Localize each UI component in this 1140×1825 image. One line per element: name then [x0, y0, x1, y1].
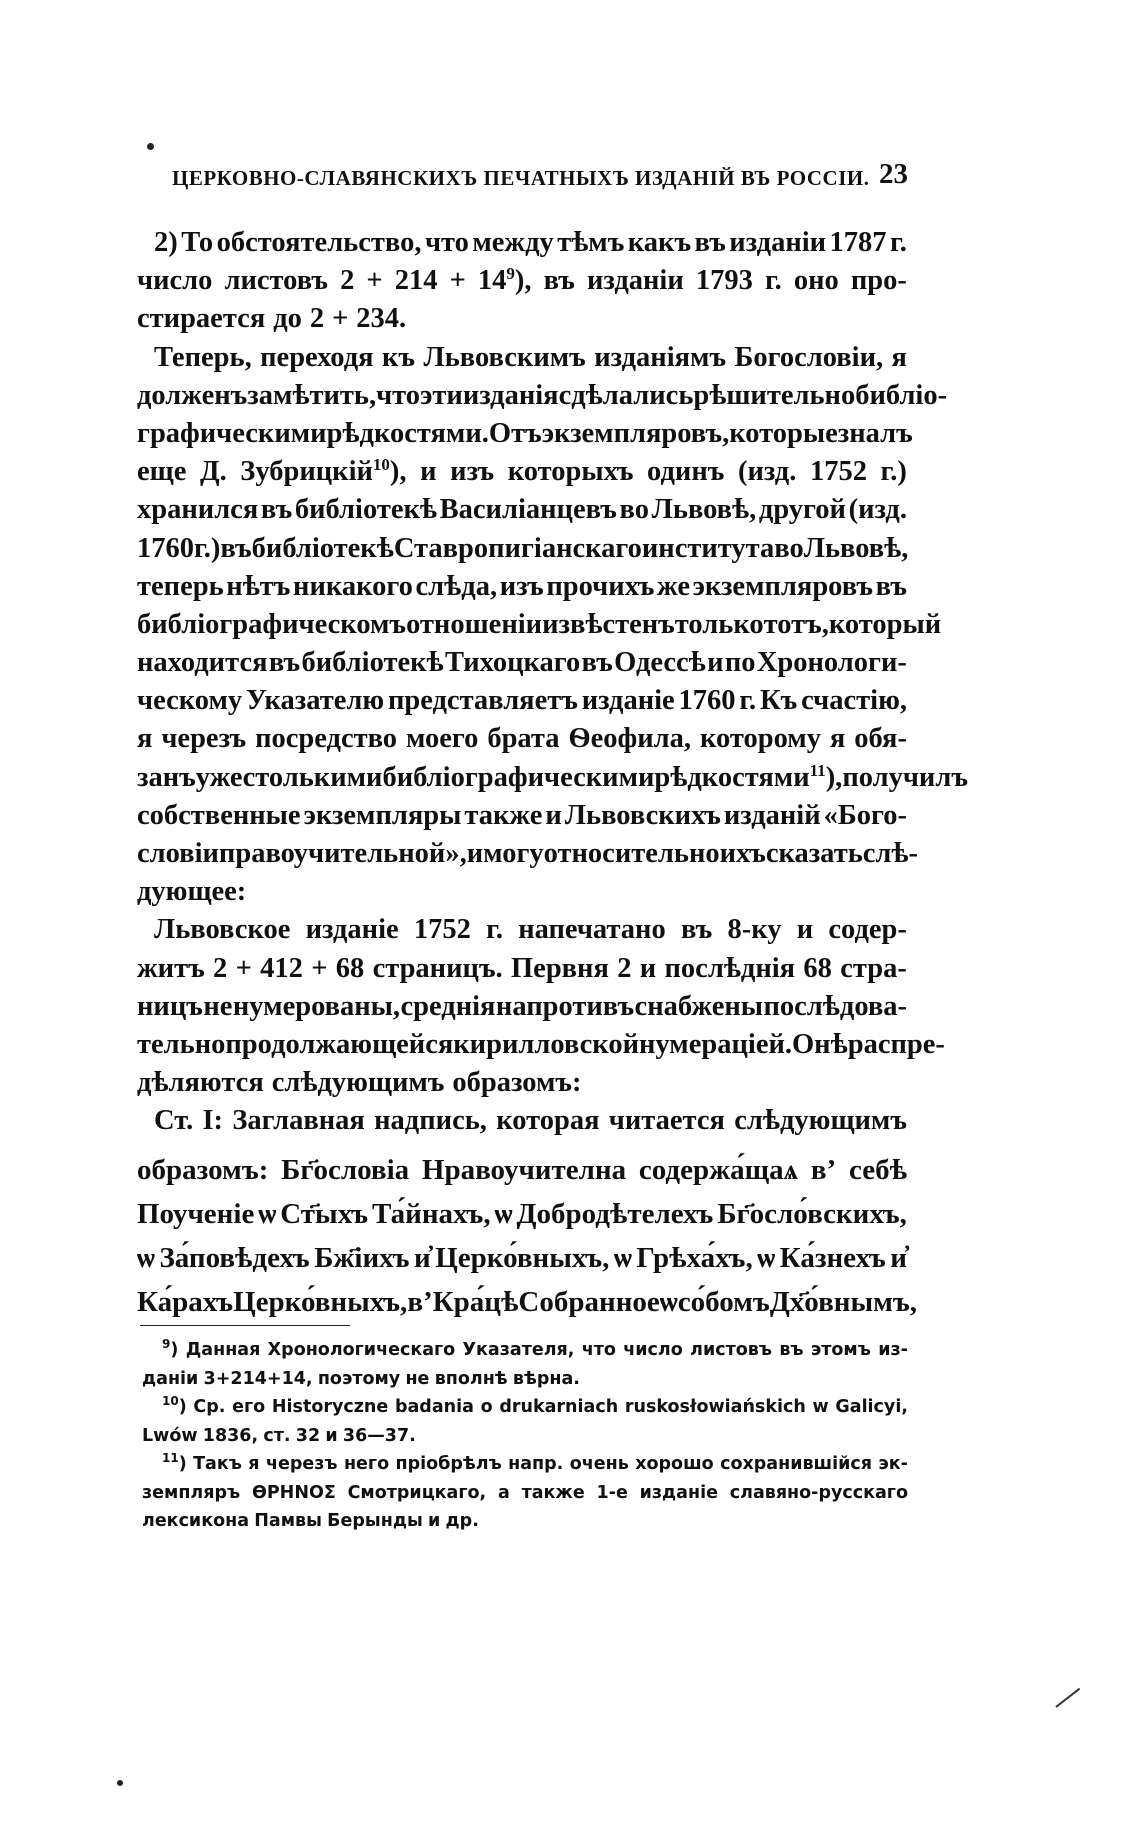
text-line: хранился въ библіотекѣ Василіанцевъ во Львовѣ, другой (изд.: [137, 494, 907, 526]
footnote-mark: 10: [162, 1394, 179, 1408]
running-title: ЦЕРКОВНО-СЛАВЯНСКИХЪ ПЕЧАТНЫХЪ ИЗДАНІЙ ВЪ РОССІИ.: [172, 166, 870, 190]
text-line: ческому Указателю представляетъ изданіе 1760 г. Къ счастію,: [137, 685, 907, 717]
text-line: Львовское изданіе 1752 г. напечатано въ 8-ку и содер-: [154, 914, 907, 946]
scan-speck: [117, 1780, 123, 1786]
text-line: ницъ не нумерованы, среднія напротивъ снабжены послѣдова-: [137, 990, 907, 1022]
text-line: собственные экземпляры также и Львовскихъ изданій «Бого-: [137, 799, 907, 831]
text-line: находится въ библіотекѣ Тихоцкаго въ Одессѣ и по Хронологи-: [137, 647, 907, 679]
scan-mark: [1055, 1688, 1080, 1708]
text-line: стирается до 2 + 234.: [137, 303, 407, 335]
footnote-line: $^{10}$) Ср. его Historyczne badania o drukarniach ruskosłowiańskich w Galicyi,: [162, 1394, 908, 1417]
text-line: дующее:: [137, 876, 247, 908]
text-line: графическими рѣдкостями. Отъ экземпляровъ, которые зналъ: [137, 417, 913, 449]
footnote-line: $^{11}$) Такъ я черезъ него пріобрѣлъ напр. очень хорошо сохранившійся эк-: [162, 1451, 908, 1474]
text-line: Ст. I: Заглавная надпись, которая читается слѣдующимъ: [154, 1105, 907, 1137]
footnote-ref: 9: [506, 264, 515, 284]
text-line: библіографическомъ отношеніи извѣстенъ только тотъ, который: [137, 608, 942, 640]
text-line: занъ уже столькими библіографическими рѣдкостями$^{11}$), получилъ: [137, 760, 968, 793]
footnote-line: Lwów 1836, ст. 32 и 36—37.: [142, 1425, 416, 1446]
church-slavonic-title: [137, 1148, 917, 1324]
footnotes: [142, 1336, 908, 1536]
church-text-line: ѡ За́повѣдехъ Бж҃іихъ и҆ Церко́вныхъ, ѡ Грѣха́хъ, ѡ Ка́знехъ и҆: [137, 1242, 907, 1274]
footnote-line: $^9$) Данная Хронологическаго Указателя, что число листовъ въ этомъ из-: [162, 1337, 908, 1360]
text-line: еще Д. Зубрицкій$^{10}$), и изъ которыхъ одинъ (изд. 1752 г.): [137, 455, 907, 488]
church-text-line: Ка́рахъ Церко́вныхъ, вʼ Кра́цѣ Собранное ѡсо́бомъ Дх҃о́внымъ,: [137, 1286, 917, 1318]
footnote-mark: 9: [162, 1337, 171, 1351]
text-line: 2) То обстоятельство, что между тѣмъ какъ въ изданіи 1787 г.: [154, 227, 907, 258]
footnote-rule: [140, 1325, 350, 1326]
church-text-line: Поученіе ѡ Ст҃ыхъ Та́йнахъ, ѡ Добродѣтелехъ Бг҃осло́вскихъ,: [137, 1198, 907, 1230]
footnote-ref: 10: [372, 455, 390, 475]
scan-speck: [147, 143, 154, 150]
text-line: тельно продолжающейся кирилловской нумераціей. Онѣ распре-: [137, 1028, 945, 1060]
footnote-mark: 11: [162, 1451, 179, 1465]
running-head: [168, 158, 908, 198]
text-line: долженъ замѣтить, что эти изданія сдѣлались рѣшительно библіо-: [137, 379, 948, 411]
footnote-line: даніи 3+214+14, поэтому не вполнѣ вѣрна.: [142, 1368, 580, 1389]
page-number: 23: [879, 158, 908, 190]
text-line: словіи правоучительной», и могу относительно ихъ сказать слѣ-: [137, 838, 919, 869]
footnote-ref: 11: [809, 760, 826, 780]
text-line: я черезъ посредство моего брата Ѳеофила, которому я обя-: [137, 723, 907, 755]
text-line: Теперь, переходя къ Львовскимъ изданіямъ Богословіи, я: [154, 341, 907, 373]
text-line: дѣляются слѣдующимъ образомъ:: [137, 1067, 582, 1099]
footnote-line: лексикона Памвы Берынды и др.: [142, 1511, 479, 1531]
text-line: теперь нѣтъ никакого слѣда, изъ прочихъ же экземпляровъ въ: [137, 570, 907, 602]
footnote-line: земпляръ ѲРНΝΟΣ Смотрицкаго, а также 1-е изданіе славяно-русскаго: [142, 1482, 908, 1503]
text-line: число листовъ 2 + 214 + $14^9$), въ изданіи 1793 г. оно про-: [137, 264, 907, 297]
text-line: 1760 г.) въ библіотекѣ Ставропигіанскаго института во Львовѣ,: [137, 532, 909, 564]
church-text-line: образомъ: Бг҃ословіа Нравоучителна содержа́щаѧ вʼ себѣ: [137, 1154, 907, 1186]
text-line: житъ 2 + 412 + 68 страницъ. Первня 2 и послѣднія 68 стра-: [137, 952, 907, 984]
body-text: [137, 224, 968, 1141]
